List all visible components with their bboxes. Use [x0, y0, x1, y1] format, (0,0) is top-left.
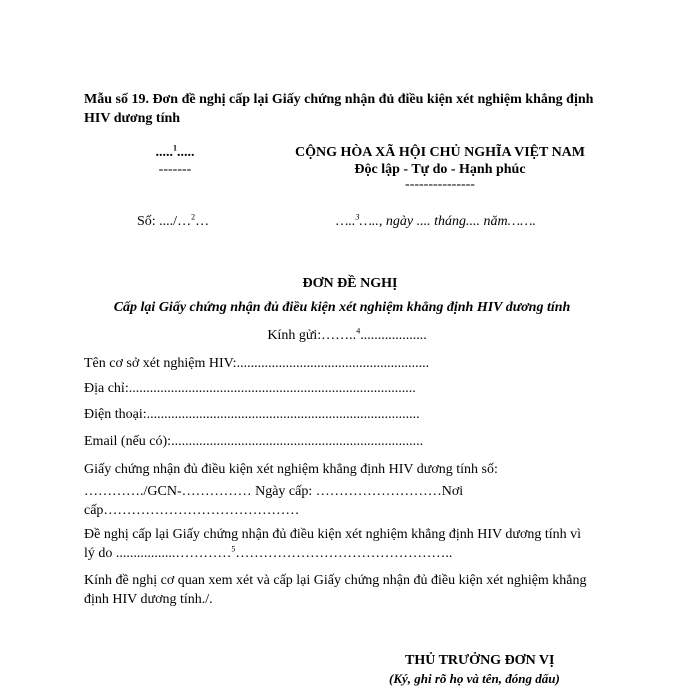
- facility-name-field: Tên cơ sở xét nghiệm HIV:.......................................................: [84, 356, 430, 371]
- addressee-pre: Kính gửi:……..: [267, 328, 357, 343]
- date-line: [336, 214, 536, 230]
- addressee-post: ...................: [360, 328, 427, 343]
- organization-dots-post: .....: [177, 145, 195, 160]
- footnote-3: 3: [355, 212, 360, 222]
- organization-name: [130, 145, 220, 161]
- document-number-post: …: [195, 214, 210, 229]
- document-number-pre: Số: ..../…: [137, 214, 192, 229]
- footnote-2: 2: [191, 212, 196, 222]
- signature-note: (Ký, ghi rõ họ và tên, đóng dấu): [389, 671, 560, 686]
- certificate-line-3: cấp……………………………………: [84, 503, 300, 518]
- reason-line-2-pre: lý do .................…………: [84, 546, 232, 561]
- form-title: Mẫu số 19. Đơn đề nghị cấp lại Giấy chứng nhận đủ điều kiện xét nghiệm khẳng định HIV dương tính: [84, 92, 594, 126]
- motto: Độc lập - Tự do - Hạnh phúc: [354, 162, 526, 177]
- phone-field: Điện thoại:..............................................................................: [84, 407, 420, 422]
- reason-line-2-post: ………………………………………..: [235, 546, 453, 561]
- request-subtitle: Cấp lại Giấy chứng nhận đủ điều kiện xét nghiệm khẳng định HIV dương tính: [113, 300, 571, 315]
- organization-dots-pre: .....: [155, 145, 173, 160]
- certificate-line-2: …………./GCN-…………… Ngày cấp: ………………………Nơi: [84, 484, 464, 499]
- date-line-pre: …..: [336, 214, 356, 229]
- organization-rule: -------: [158, 162, 192, 177]
- email-field: Email (nếu có):........................................................................: [84, 434, 424, 449]
- request-title: ĐƠN ĐỀ NGHỊ: [302, 276, 398, 291]
- reason-line-1: Đề nghị cấp lại Giấy chứng nhận đủ điều kiện xét nghiệm khẳng định HIV dương tính vì: [84, 527, 582, 542]
- date-line-post: ….., ngày .... tháng.... năm…….: [359, 214, 537, 229]
- certificate-line-1: Giấy chứng nhận đủ điều kiện xét nghiệm khẳng định HIV dương tính số:: [84, 462, 498, 477]
- country-heading: CỘNG HÒA XÃ HỘI CHỦ NGHĨA VIỆT NAM: [294, 145, 585, 160]
- reason-line-2: [84, 546, 452, 562]
- document-number: [137, 214, 209, 230]
- motto-rule: ---------------: [405, 177, 475, 192]
- signature-title: THỦ TRƯỞNG ĐƠN VỊ: [405, 653, 555, 668]
- footnote-4: 4: [356, 326, 361, 336]
- addressee: [0, 328, 697, 344]
- footnote-5: 5: [231, 544, 236, 554]
- closing-line-2: định HIV dương tính./.: [84, 592, 213, 607]
- closing-line-1: Kính đề nghị cơ quan xem xét và cấp lại Giấy chứng nhận đủ điều kiện xét nghiệm khẳng: [84, 573, 587, 588]
- address-field: Địa chỉ:..................................................................................: [84, 381, 416, 396]
- footnote-1: 1: [173, 143, 177, 153]
